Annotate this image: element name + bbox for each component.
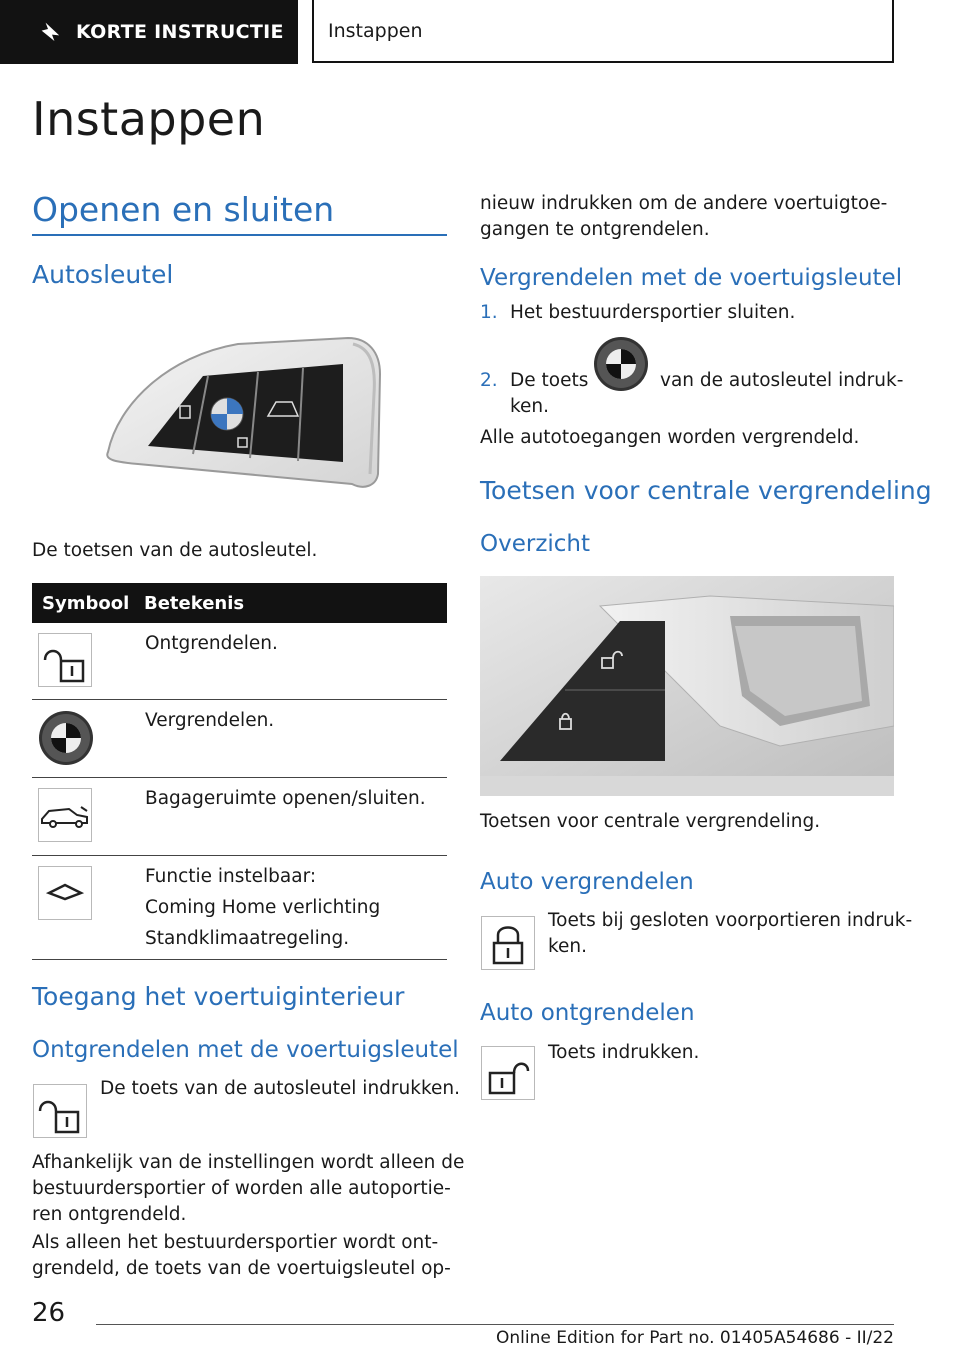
col-symbol: Symbool: [42, 592, 130, 614]
car-trunk-icon: [38, 788, 92, 842]
heading-car-key: Autosleutel: [32, 260, 174, 289]
paragraph-settings: [32, 1150, 464, 1228]
lock-car-text: [548, 908, 912, 960]
heading-overview: Overzicht: [480, 531, 591, 557]
unlock-icon: [481, 1046, 535, 1100]
text-line: ken.: [548, 936, 588, 957]
header-section-tab: [0, 0, 298, 64]
key-caption: De toetsen van de autosleutel.: [32, 540, 318, 561]
step-number: 1.: [480, 302, 498, 323]
heading-lock-car: Auto vergrendelen: [480, 869, 694, 895]
table-row: [32, 856, 447, 960]
unlock-car-text: Toets indrukken.: [548, 1042, 700, 1063]
heading-unlock-with-key: Ontgrendelen met de voertuigsleutel: [32, 1037, 459, 1063]
paragraph-driver-door: [32, 1230, 451, 1282]
table-row: [32, 623, 447, 700]
car-key-illustration: [98, 334, 384, 494]
row-text: Vergrendelen.: [145, 710, 275, 731]
row-text: Ontgrendelen.: [145, 633, 278, 654]
lock-icon: [481, 916, 535, 970]
row-text: Bagageruimte openen/sluiten.: [145, 788, 426, 809]
text-line: nieuw indrukken om de andere voertuigtoe-: [480, 193, 888, 214]
step-text: ken.: [510, 396, 550, 417]
unlock-step: De toets van de autosleutel indrukken.: [100, 1078, 461, 1099]
bmw-logo-icon: [593, 336, 649, 392]
heading-open-close: Openen en sluiten: [32, 190, 335, 229]
text-line: bestuurdersportier of worden alle autoportie-: [32, 1178, 451, 1199]
central-lock-buttons-photo: [480, 576, 894, 796]
row-text: Coming Home verlichting: [145, 897, 381, 918]
text-line: gangen te ontgrendelen.: [480, 219, 710, 240]
page-title: Instappen: [32, 92, 266, 146]
row-text: Functie instelbaar:: [145, 866, 317, 887]
paragraph-continued: [480, 191, 887, 243]
chapter-label: Instappen: [328, 19, 423, 42]
row-text: Standklimaatregeling.: [145, 928, 350, 949]
table-row: [32, 778, 447, 856]
bmw-logo-icon: [38, 710, 94, 770]
heading-lock-with-key: Vergrendelen met de voertuigsleutel: [480, 265, 903, 291]
section-label: KORTE INSTRUCTIE: [76, 21, 284, 43]
step-text: Het bestuurdersportier sluiten.: [510, 302, 796, 323]
step-text: van de autosleutel indruk-: [660, 370, 904, 391]
photo-caption: Toetsen voor centrale vergrendeling.: [480, 811, 821, 832]
step-number: 2.: [480, 370, 498, 391]
table-row: [32, 700, 447, 778]
text-line: Toets bij gesloten voorportieren indruk-: [548, 910, 913, 931]
footer-divider: [96, 1324, 894, 1325]
flash-arrow-icon: [36, 17, 66, 47]
edition-text: Online Edition for Part no. 01405A54686 - II/22: [495, 1328, 894, 1348]
heading-interior-access: Toegang het voertuiginterieur: [32, 982, 405, 1011]
text-line: grendeld, de toets van de voertuigsleutel op-: [32, 1258, 451, 1279]
text-line: Als alleen het bestuurdersportier wordt ont-: [32, 1232, 439, 1253]
symbol-table: [32, 583, 447, 960]
text-line: ren ontgrendeld.: [32, 1204, 187, 1225]
diamond-button-icon: [38, 866, 92, 920]
heading-central-lock: Toetsen voor centrale vergrendeling: [480, 476, 932, 505]
table-header: [32, 583, 447, 623]
col-meaning: Betekenis: [144, 592, 245, 614]
unlock-icon: [38, 633, 92, 687]
text-line: Afhankelijk van de instellingen wordt alleen de: [32, 1152, 465, 1173]
unlock-icon: [33, 1084, 87, 1138]
row-text-block: [145, 856, 447, 952]
all-locked-text: Alle autotoegangen worden vergrendeld.: [480, 427, 860, 448]
step-text: De toets: [510, 370, 589, 391]
heading-rule: [32, 234, 447, 236]
page-number: 26: [32, 1298, 66, 1328]
heading-unlock-car: Auto ontgrendelen: [480, 1000, 695, 1026]
header-chapter-box: [312, 0, 894, 63]
